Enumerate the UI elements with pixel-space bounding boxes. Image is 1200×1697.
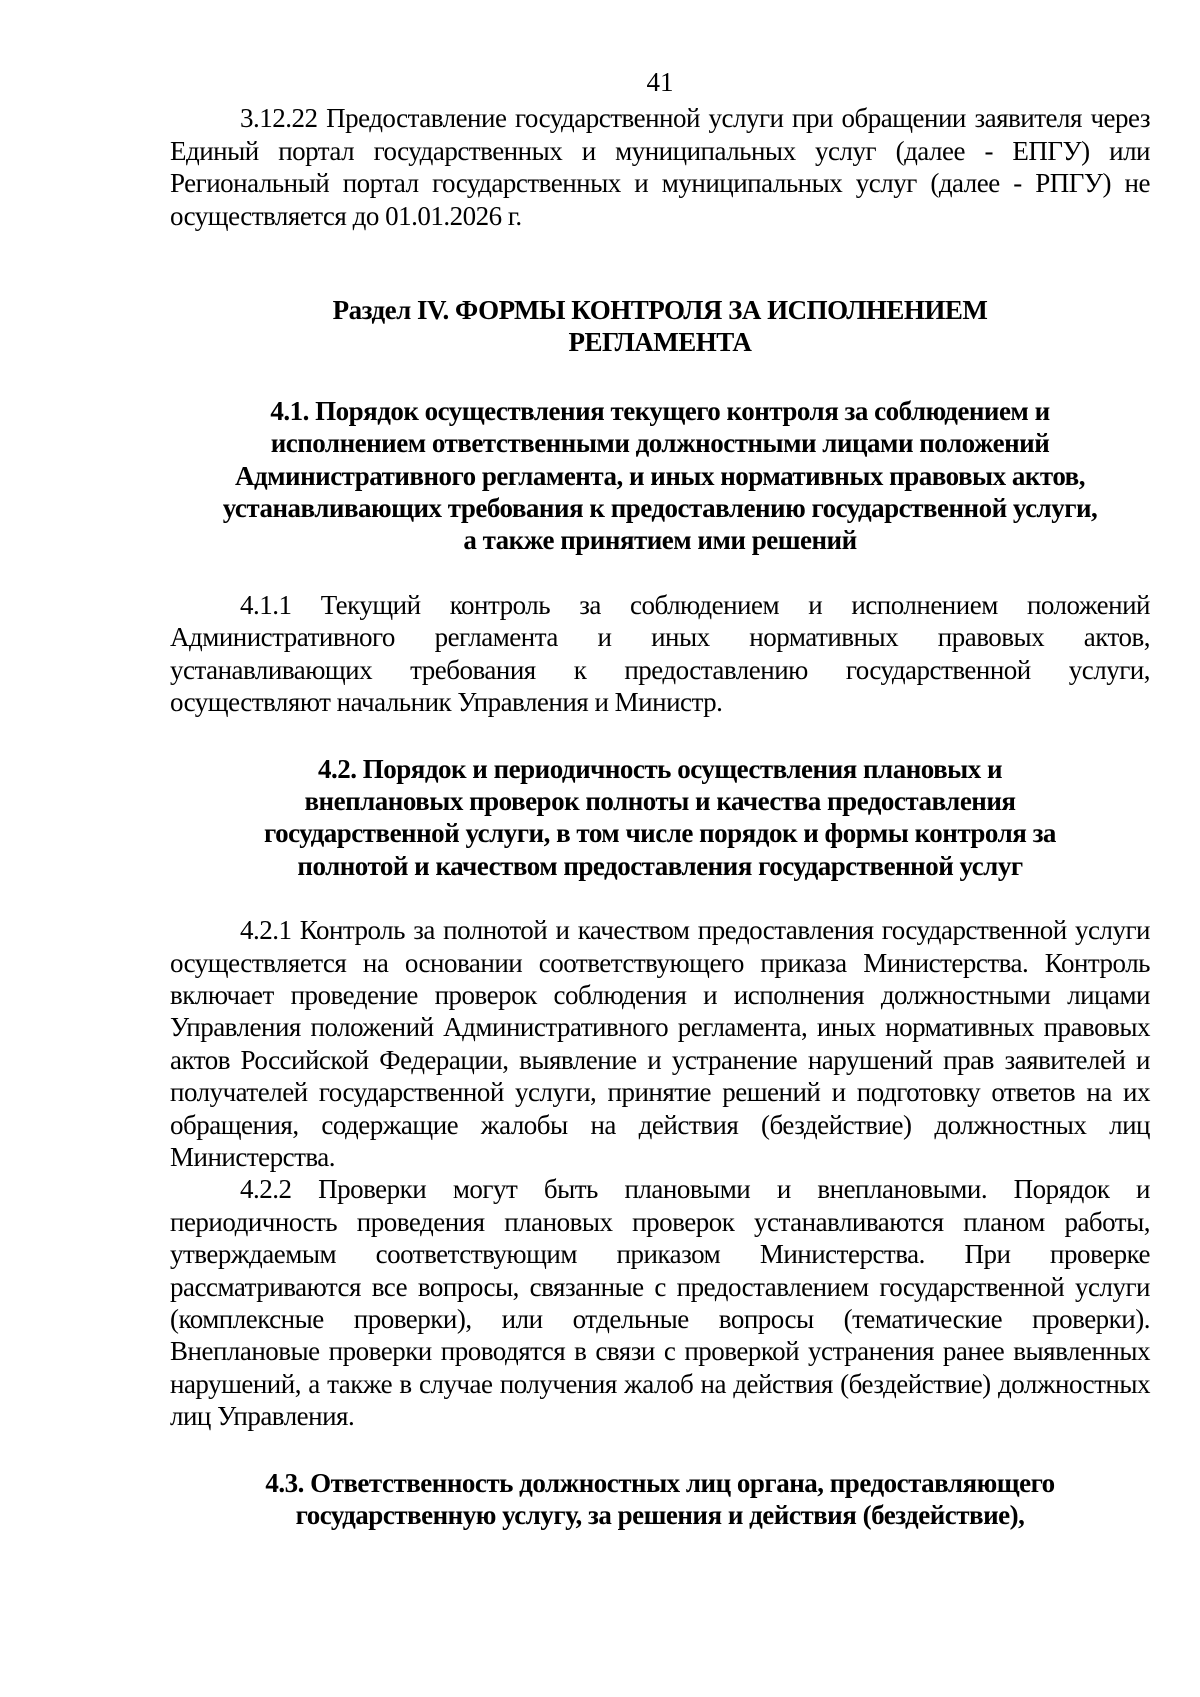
heading-4-1-line-5: а также принятием ими решений [463, 525, 857, 556]
section-heading [170, 294, 1150, 359]
paragraph-3-12-22: 3.12.22 Предоставление государственной услуги при обращении заявителя через Единый портал государственных и муниципальных услуг (далее - ЕПГУ) или Региональный портал государственных и муниципальных услуг (далее - РПГУ) не осуществляется до 01.01.2026 г. [170, 103, 1150, 231]
heading-4-1-line-4: устанавливающих требования к предоставлению государственной услуги, [222, 493, 1098, 524]
paragraph-4-2-1: 4.2.1 Контроль за полнотой и качеством предоставления государственной услуги осуществляется на основании соответствующего приказа Министерства. Контроль включает проведение проверок соблюдения и исполнения должностными лицами Управления положений Административного регламента, иных нормативных правовых актов Российской Федерации, выявление и устранение нарушений прав заявителей и получателей государственной услуги, принятие решений и подготовку ответов на их обращения, содержащие жалобы на действия (бездействие) должностных лиц Министерства. [170, 915, 1150, 1172]
heading-4-3 [170, 1467, 1150, 1532]
page-number: 41 [646, 67, 674, 97]
heading-4-2 [170, 753, 1150, 883]
heading-4-2-line-2: внеплановых проверок полноты и качества предоставления [304, 785, 1016, 816]
heading-4-1 [170, 395, 1150, 557]
heading-4-2-line-1: 4.2. Порядок и периодичность осуществления плановых и [317, 753, 1003, 784]
heading-4-1-line-3: Административного регламента, и иных нормативных правовых актов, [234, 460, 1085, 491]
heading-4-1-line-2: исполнением ответственными должностными лицами положений [270, 428, 1050, 459]
heading-4-1-line-1: 4.1. Порядок осуществления текущего контроля за соблюдением и [270, 395, 1050, 426]
section-heading-line-2: РЕГЛАМЕНТА [568, 327, 752, 358]
heading-4-3-line-2: государственную услугу, за решения и действия (бездействие), [295, 1500, 1025, 1531]
heading-4-3-line-1: 4.3. Ответственность должностных лиц органа, предоставляющего [265, 1467, 1055, 1498]
heading-4-2-line-4: полнотой и качеством предоставления государственной услуг [297, 850, 1023, 881]
paragraph-4-2-2: 4.2.2 Проверки могут быть плановыми и внеплановыми. Порядок и периодичность проведения плановых проверок устанавливаются планом работы, утверждаемым соответствующим приказом Министерства. При проверке рассматриваются все вопросы, связанные с предоставлением государственной услуги (комплексные проверки), или отдельные вопросы (тематические проверки). Внеплановые проверки проводятся в связи с проверкой устранения ранее выявленных нарушений, а также в случае получения жалоб на действия (бездействие) должностных лиц Управления. [170, 1174, 1150, 1432]
paragraph-4-1-1: 4.1.1 Текущий контроль за соблюдением и исполнением положений Административного регламента и иных нормативных правовых актов, устанавливающих требования к предоставлению государственной услуги, осуществляют начальник Управления и Министр. [170, 589, 1150, 718]
section-heading-line-1: Раздел IV. ФОРМЫ КОНТРОЛЯ ЗА ИСПОЛНЕНИЕМ [332, 295, 988, 326]
heading-4-2-line-3: государственной услуги, в том числе порядок и формы контроля за [264, 818, 1056, 849]
